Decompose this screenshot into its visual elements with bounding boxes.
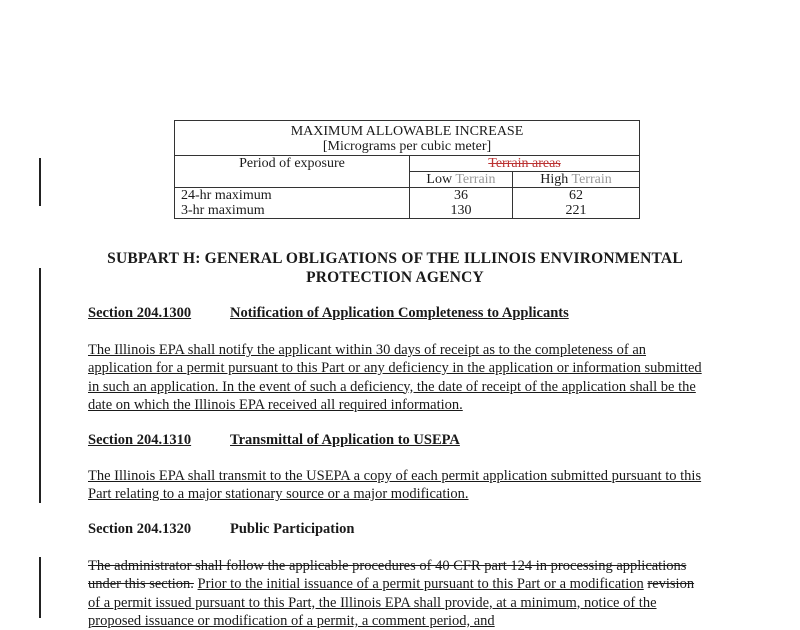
maximum-allowable-increase-table [174,120,640,219]
subpart-heading: SUBPART H: GENERAL OBLIGATIONS OF THE ILLINOIS ENVIRONMENTAL PROTECTION AGENCY [107,250,683,286]
section-heading: Section 204.1310 Transmittal of Application to USEPA [88,432,460,448]
section-body [88,557,703,630]
deleted-text: revision [647,576,695,593]
high-terrain-header: High Terrain [513,172,640,188]
table-title: MAXIMUM ALLOWABLE INCREASE [175,121,640,140]
inserted-text: of a permit issued pursuant to this Part, the Illinois EPA shall provide, at a minimum, notice of the proposed issuance or modification of a permit, a comment period, and [88,594,657,629]
inserted-text: Prior to the initial issuance of a permit pursuant to this Part or a modification [197,576,644,593]
low-terrain-header: Low Terrain [410,172,513,188]
period-header: Period of exposure [175,156,410,172]
terrain-header: Terrain areas [410,156,640,172]
revision-bar [39,158,41,206]
section-body: The Illinois EPA shall transmit to the USEPA a copy of each permit application submitted pursuant to this Part relating to a major stationary source or a major modification. [88,468,702,503]
section-body: The Illinois EPA shall notify the applicant within 30 days of receipt as to the completeness of an application for a permit pursuant to this Part or any deficiency in the application or information submitted in such an application. In the event of such a deficiency, the date of receipt of the application shall be the date on which the Illinois EPA received all required information. [88,342,702,413]
deleted-text: The administrator shall follow the applicable procedures of 40 CFR part 124 in processing applications under this section. [88,558,687,593]
section-heading: Section 204.1320 Public Participation [88,521,355,537]
section-heading: Section 204.1300 Notification of Application Completeness to Applicants [88,305,569,321]
revision-bar [39,557,41,618]
revision-bar [39,268,41,503]
table-row: 24-hr maximum 36 62 [175,188,640,204]
table-subtitle: [Micrograms per cubic meter] [175,139,640,156]
table-row: 3-hr maximum 130 221 [175,203,640,219]
